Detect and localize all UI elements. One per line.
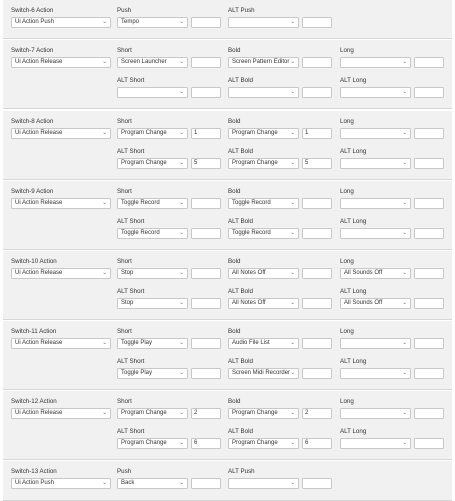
long-select[interactable] xyxy=(340,268,411,279)
short-select[interactable] xyxy=(117,198,188,209)
section-divider xyxy=(3,249,452,250)
select-value: Ui Action Release xyxy=(15,59,63,65)
action-select[interactable] xyxy=(11,408,111,419)
bold-number-input[interactable] xyxy=(302,268,332,279)
short-label: Short xyxy=(117,47,132,54)
action-select[interactable] xyxy=(11,17,111,28)
long-label: Long xyxy=(340,328,354,335)
short-number-input[interactable] xyxy=(191,57,221,68)
chevron-down-icon: ⌄ xyxy=(402,160,407,166)
select-value: Program Change xyxy=(121,160,167,166)
alt-short-select[interactable] xyxy=(117,158,188,169)
long-select[interactable] xyxy=(340,128,411,139)
alt-short-label: ALT Short xyxy=(117,288,145,295)
select-value: Program Change xyxy=(121,440,167,446)
long-number-input[interactable] xyxy=(414,128,444,139)
alt-push-number-input[interactable] xyxy=(302,478,332,489)
select-value: Program Change xyxy=(121,130,167,136)
select-value: All Notes Off xyxy=(232,270,266,276)
chevron-down-icon: ⌄ xyxy=(179,59,184,65)
select-value: Program Change xyxy=(232,160,278,166)
select-value: Toggle Record xyxy=(121,230,160,236)
chevron-down-icon: ⌄ xyxy=(179,440,184,446)
chevron-down-icon: ⌄ xyxy=(290,59,295,65)
select-value: Ui Action Push xyxy=(15,19,55,25)
alt-bold-number-input[interactable] xyxy=(302,87,332,98)
chevron-down-icon: ⌄ xyxy=(179,230,184,236)
alt-long-select[interactable] xyxy=(340,228,411,239)
select-value: Program Change xyxy=(232,440,278,446)
bold-number-input[interactable] xyxy=(302,198,332,209)
alt-short-label: ALT Short xyxy=(117,148,145,155)
section-divider xyxy=(3,319,452,320)
alt-short-select[interactable] xyxy=(117,438,188,449)
bold-select[interactable] xyxy=(228,268,299,279)
push-select[interactable] xyxy=(117,17,188,28)
alt-bold-select[interactable] xyxy=(228,298,299,309)
short-select[interactable] xyxy=(117,268,188,279)
chevron-down-icon: ⌄ xyxy=(102,130,107,136)
action-label: Switch-13 Action xyxy=(11,468,57,475)
chevron-down-icon: ⌄ xyxy=(179,200,184,206)
chevron-down-icon: ⌄ xyxy=(290,230,295,236)
alt-short-label: ALT Short xyxy=(117,218,145,225)
chevron-down-icon: ⌄ xyxy=(102,410,107,416)
chevron-down-icon: ⌄ xyxy=(290,480,295,486)
alt-short-number-input[interactable]: 5 xyxy=(191,158,221,169)
action-label: Switch-6 Action xyxy=(11,7,54,14)
alt-bold-select[interactable] xyxy=(228,228,299,239)
chevron-down-icon: ⌄ xyxy=(290,370,295,376)
select-value: Ui Action Push xyxy=(15,480,55,486)
chevron-down-icon: ⌄ xyxy=(102,270,107,276)
bold-select[interactable] xyxy=(228,57,299,68)
section-divider xyxy=(3,38,452,39)
alt-bold-number-input[interactable] xyxy=(302,298,332,309)
alt-long-label: ALT Long xyxy=(340,358,367,365)
short-number-input[interactable] xyxy=(191,198,221,209)
short-label: Short xyxy=(117,118,132,125)
alt-push-select[interactable] xyxy=(228,478,299,489)
select-value: Screen Launcher xyxy=(121,59,167,65)
action-label: Switch-11 Action xyxy=(11,328,57,335)
bold-label: Bold xyxy=(228,398,241,405)
alt-long-number-input[interactable] xyxy=(414,438,444,449)
chevron-down-icon: ⌄ xyxy=(290,300,295,306)
short-number-input[interactable] xyxy=(191,268,221,279)
alt-short-label: ALT Short xyxy=(117,428,145,435)
alt-bold-label: ALT Bold xyxy=(228,218,253,225)
alt-long-label: ALT Long xyxy=(340,148,367,155)
action-select[interactable] xyxy=(11,128,111,139)
chevron-down-icon: ⌄ xyxy=(290,410,295,416)
short-select[interactable] xyxy=(117,408,188,419)
bold-number-input[interactable]: 2 xyxy=(302,408,332,419)
chevron-down-icon: ⌄ xyxy=(102,19,107,25)
select-value: Screen Pattern Editor xyxy=(232,59,290,65)
select-value: Ui Action Release xyxy=(15,200,63,206)
chevron-down-icon: ⌄ xyxy=(290,270,295,276)
action-select[interactable] xyxy=(11,57,111,68)
chevron-down-icon: ⌄ xyxy=(290,160,295,166)
select-value: Toggle Play xyxy=(121,340,153,346)
short-label: Short xyxy=(117,328,132,335)
chevron-down-icon: ⌄ xyxy=(102,480,107,486)
push-select[interactable] xyxy=(117,478,188,489)
alt-short-number-input[interactable]: 6 xyxy=(191,438,221,449)
alt-long-label: ALT Long xyxy=(340,218,367,225)
short-number-input[interactable]: 2 xyxy=(191,408,221,419)
action-label: Switch-9 Action xyxy=(11,188,54,195)
select-value: Ui Action Release xyxy=(15,130,63,136)
alt-long-select[interactable] xyxy=(340,438,411,449)
alt-long-number-input[interactable] xyxy=(414,158,444,169)
chevron-down-icon: ⌄ xyxy=(102,200,107,206)
alt-bold-select[interactable] xyxy=(228,158,299,169)
short-label: Short xyxy=(117,258,132,265)
action-select[interactable] xyxy=(11,268,111,279)
long-select[interactable] xyxy=(340,198,411,209)
select-value: Toggle Record xyxy=(121,200,160,206)
long-number-input[interactable] xyxy=(414,198,444,209)
chevron-down-icon: ⌄ xyxy=(179,370,184,376)
chevron-down-icon: ⌄ xyxy=(402,440,407,446)
alt-short-number-input[interactable] xyxy=(191,87,221,98)
alt-short-select[interactable] xyxy=(117,368,188,379)
alt-long-number-input[interactable] xyxy=(414,368,444,379)
alt-long-number-input[interactable] xyxy=(414,87,444,98)
alt-long-label: ALT Long xyxy=(340,288,367,295)
select-value: Ui Action Release xyxy=(15,410,63,416)
chevron-down-icon: ⌄ xyxy=(179,130,184,136)
bold-number-input[interactable] xyxy=(302,57,332,68)
alt-short-label: ALT Short xyxy=(117,358,145,365)
alt-short-select[interactable] xyxy=(117,298,188,309)
chevron-down-icon: ⌄ xyxy=(290,89,295,95)
push-label: Push xyxy=(117,468,132,475)
long-select[interactable] xyxy=(340,338,411,349)
alt-long-number-input[interactable] xyxy=(414,228,444,239)
chevron-down-icon: ⌄ xyxy=(179,480,184,486)
alt-long-number-input[interactable] xyxy=(414,298,444,309)
long-select[interactable] xyxy=(340,408,411,419)
bold-select[interactable] xyxy=(228,198,299,209)
long-label: Long xyxy=(340,47,354,54)
long-number-input[interactable] xyxy=(414,57,444,68)
bold-label: Bold xyxy=(228,188,241,195)
alt-bold-label: ALT Bold xyxy=(228,288,253,295)
select-value: Program Change xyxy=(232,410,278,416)
short-select[interactable] xyxy=(117,338,188,349)
alt-long-select[interactable] xyxy=(340,368,411,379)
alt-long-select[interactable] xyxy=(340,158,411,169)
long-label: Long xyxy=(340,258,354,265)
push-number-input[interactable] xyxy=(191,478,221,489)
select-value: All Notes Off xyxy=(232,300,266,306)
select-value: Program Change xyxy=(121,410,167,416)
alt-push-number-input[interactable] xyxy=(302,17,332,28)
select-value: All Sounds Off xyxy=(344,300,383,306)
action-label: Switch-7 Action xyxy=(11,47,54,54)
chevron-down-icon: ⌄ xyxy=(290,440,295,446)
bold-label: Bold xyxy=(228,118,241,125)
chevron-down-icon: ⌄ xyxy=(179,410,184,416)
long-label: Long xyxy=(340,398,354,405)
section-divider xyxy=(3,108,452,109)
bold-label: Bold xyxy=(228,328,241,335)
alt-short-label: ALT Short xyxy=(117,77,145,84)
select-value: Toggle Record xyxy=(232,200,271,206)
select-value: Screen Midi Recorder xyxy=(232,370,291,376)
select-value: Stop xyxy=(121,300,134,306)
alt-bold-label: ALT Bold xyxy=(228,428,253,435)
chevron-down-icon: ⌄ xyxy=(402,59,407,65)
alt-bold-number-input[interactable]: 5 xyxy=(302,158,332,169)
alt-bold-number-input[interactable]: 6 xyxy=(302,438,332,449)
section-divider xyxy=(3,389,452,390)
chevron-down-icon: ⌄ xyxy=(290,200,295,206)
select-value: Audio File List xyxy=(232,340,270,346)
alt-short-select[interactable] xyxy=(117,228,188,239)
action-label: Switch-12 Action xyxy=(11,398,57,405)
alt-push-select[interactable] xyxy=(228,17,299,28)
action-select[interactable] xyxy=(11,198,111,209)
alt-bold-select[interactable] xyxy=(228,87,299,98)
bold-select[interactable] xyxy=(228,338,299,349)
alt-bold-label: ALT Bold xyxy=(228,77,253,84)
select-value: Stop xyxy=(121,270,134,276)
select-value: Toggle Record xyxy=(232,230,271,236)
select-value: All Sounds Off xyxy=(344,270,383,276)
chevron-down-icon: ⌄ xyxy=(179,19,184,25)
short-number-input[interactable]: 1 xyxy=(191,128,221,139)
push-number-input[interactable] xyxy=(191,17,221,28)
chevron-down-icon: ⌄ xyxy=(402,89,407,95)
action-label: Switch-10 Action xyxy=(11,258,57,265)
alt-bold-select[interactable] xyxy=(228,368,299,379)
bold-select[interactable] xyxy=(228,128,299,139)
section-divider xyxy=(3,459,452,460)
bold-label: Bold xyxy=(228,47,241,54)
select-value: Ui Action Release xyxy=(15,340,63,346)
alt-long-select[interactable] xyxy=(340,87,411,98)
select-value: Back xyxy=(121,480,135,486)
chevron-down-icon: ⌄ xyxy=(290,19,295,25)
alt-bold-label: ALT Bold xyxy=(228,358,253,365)
select-value: Program Change xyxy=(232,130,278,136)
alt-bold-select[interactable] xyxy=(228,438,299,449)
short-number-input[interactable] xyxy=(191,338,221,349)
alt-long-select[interactable] xyxy=(340,298,411,309)
chevron-down-icon: ⌄ xyxy=(179,300,184,306)
select-value: Ui Action Release xyxy=(15,270,63,276)
chevron-down-icon: ⌄ xyxy=(179,270,184,276)
chevron-down-icon: ⌄ xyxy=(402,370,407,376)
chevron-down-icon: ⌄ xyxy=(402,130,407,136)
long-select[interactable] xyxy=(340,57,411,68)
chevron-down-icon: ⌄ xyxy=(290,130,295,136)
chevron-down-icon: ⌄ xyxy=(402,270,407,276)
alt-short-select[interactable] xyxy=(117,87,188,98)
chevron-down-icon: ⌄ xyxy=(102,59,107,65)
chevron-down-icon: ⌄ xyxy=(179,340,184,346)
alt-long-label: ALT Long xyxy=(340,428,367,435)
chevron-down-icon: ⌄ xyxy=(402,300,407,306)
chevron-down-icon: ⌄ xyxy=(402,410,407,416)
chevron-down-icon: ⌄ xyxy=(402,230,407,236)
alt-short-number-input[interactable] xyxy=(191,368,221,379)
chevron-down-icon: ⌄ xyxy=(102,340,107,346)
short-label: Short xyxy=(117,188,132,195)
alt-bold-number-input[interactable] xyxy=(302,368,332,379)
select-value: Toggle Play xyxy=(121,370,153,376)
action-select[interactable] xyxy=(11,478,111,489)
section-divider xyxy=(3,179,452,180)
chevron-down-icon: ⌄ xyxy=(179,89,184,95)
chevron-down-icon: ⌄ xyxy=(402,340,407,346)
bold-number-input[interactable]: 1 xyxy=(302,128,332,139)
chevron-down-icon: ⌄ xyxy=(402,200,407,206)
bold-select[interactable] xyxy=(228,408,299,419)
push-label: Push xyxy=(117,7,132,14)
chevron-down-icon: ⌄ xyxy=(179,160,184,166)
long-label: Long xyxy=(340,118,354,125)
short-select[interactable] xyxy=(117,128,188,139)
alt-short-number-input[interactable] xyxy=(191,228,221,239)
alt-bold-number-input[interactable] xyxy=(302,228,332,239)
long-label: Long xyxy=(340,188,354,195)
short-select[interactable] xyxy=(117,57,188,68)
long-number-input[interactable] xyxy=(414,338,444,349)
bold-label: Bold xyxy=(228,258,241,265)
alt-short-number-input[interactable] xyxy=(191,298,221,309)
alt-bold-label: ALT Bold xyxy=(228,148,253,155)
bold-number-input[interactable] xyxy=(302,338,332,349)
short-label: Short xyxy=(117,398,132,405)
select-value: Tempo xyxy=(121,19,140,25)
chevron-down-icon: ⌄ xyxy=(290,340,295,346)
alt-push-label: ALT Push xyxy=(228,468,255,475)
action-select[interactable] xyxy=(11,338,111,349)
alt-long-label: ALT Long xyxy=(340,77,367,84)
long-number-input[interactable] xyxy=(414,268,444,279)
long-number-input[interactable] xyxy=(414,408,444,419)
action-label: Switch-8 Action xyxy=(11,118,54,125)
alt-push-label: ALT Push xyxy=(228,7,255,14)
